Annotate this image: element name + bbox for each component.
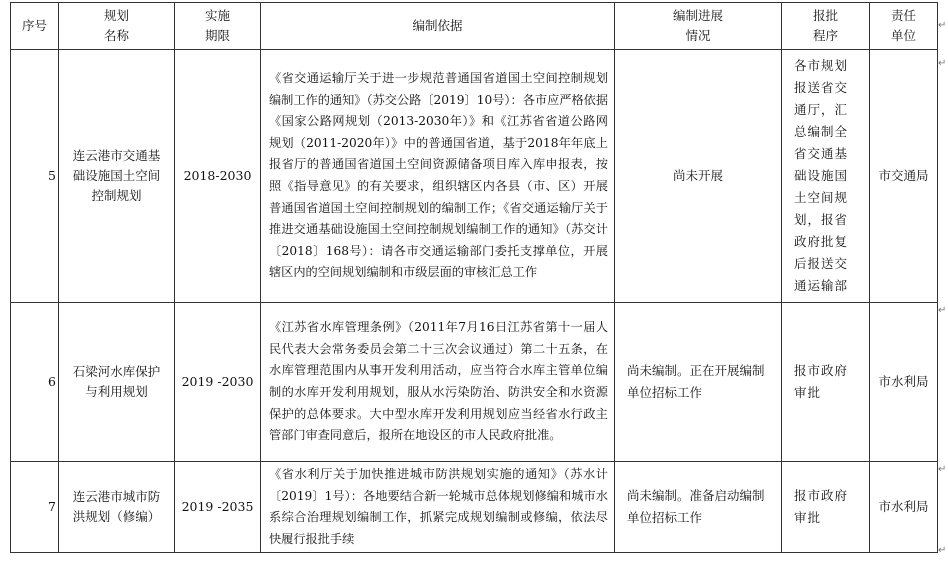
row-approval: 报市政府审批 [782, 462, 870, 553]
row-progress: 尚未编制。准备启动编制单位招标工作 [615, 462, 782, 553]
header-progress: 编制进展 情况 [615, 3, 782, 50]
table-row [11, 462, 938, 553]
planning-table [10, 2, 938, 553]
row-approval: 报市政府审批 [782, 303, 870, 462]
header-no: 序号 [11, 3, 59, 50]
row-end-marker: ↵ [938, 464, 947, 475]
row-no: 6 [11, 303, 59, 462]
row-end-marker: ↵ [938, 305, 947, 316]
header-row [11, 3, 938, 50]
row-period: 2018-2030 [175, 50, 261, 303]
row-name: 连云港市交通基础设施国土空间控制规划 [59, 50, 175, 303]
header-unit: 责任 单位 [870, 3, 938, 50]
row-period: 2019 -2030 [175, 303, 261, 462]
header-approval: 报批 程序 [782, 3, 870, 50]
header-basis: 编制依据 [261, 3, 615, 50]
row-unit: 市水利局 [870, 462, 938, 553]
row-unit: 市水利局 [870, 303, 938, 462]
row-end-marker: ↵ [938, 58, 947, 69]
row-basis: 《江苏省水库管理条例》（2011年7月16日江苏省第十一届人民代表大会常务委员会第二十三次会议通过）第二十五条，在水库管理范围内从事开发利用活动，应当符合水库主管单位编制的水库开发利用规划，服从水污染防治、防洪安全和水资源保护的总体要求。大中型水库开发利用规划应当经省水行政主管部门审查同意后，报所在地设区的市人民政府批准。 [261, 303, 615, 462]
row-end-marker: ↵ [938, 545, 947, 556]
row-no: 7 [11, 462, 59, 553]
header-period: 实施 期限 [175, 3, 261, 50]
row-progress: 尚未开展 [615, 50, 782, 303]
row-basis: 《省水利厅关于加快推进城市防洪规划实施的通知》（苏水计〔2019〕1号）：各地要结合新一轮城市总体规划修编和城市水系综合治理规划编制工作，抓紧完成规划编制或修编，依法尽快履行报批手续 [261, 462, 615, 553]
table-row [11, 303, 938, 462]
table-row [11, 50, 938, 303]
row-unit: 市交通局 [870, 50, 938, 303]
row-end-marker: ↵ [938, 20, 947, 31]
row-basis: 《省交通运输厅关于进一步规范普通国省道国土空间控制规划编制工作的通知》（苏交公路〔2019〕10号）：各市应严格依据《国家公路网规划（2013-2030年）》和《江苏省省道公路网规划（2011-2020年）》中的普通国省道，基于2018年年底上报省厅的普通国省道国土空间资源储备项目库入库申报表，按照《指导意见》的有关要求，组织辖区内各县（市、区）开展普通国省道国土空间控制规划的编制工作；《省交通运输厅关于推进交通基础设施国土空间控制规划编制工作的通知》（苏交计〔2018〕168号）：请各市交通运输部门委托支撑单位，开展辖区内的空间规划编制和市级层面的审核汇总工作 [261, 50, 615, 303]
row-name: 连云港市城市防洪规划（修编） [59, 462, 175, 553]
row-progress: 尚未编制。正在开展编制单位招标工作 [615, 303, 782, 462]
header-name: 规划 名称 [59, 3, 175, 50]
row-name: 石梁河水库保护与利用规划 [59, 303, 175, 462]
row-no: 5 [11, 50, 59, 303]
row-approval: 各市规划报送省交通厅，汇总编制全省交通基础设施国土空间规划，报省政府批复后报送交通运输部 [782, 50, 870, 303]
row-period: 2019 -2035 [175, 462, 261, 553]
